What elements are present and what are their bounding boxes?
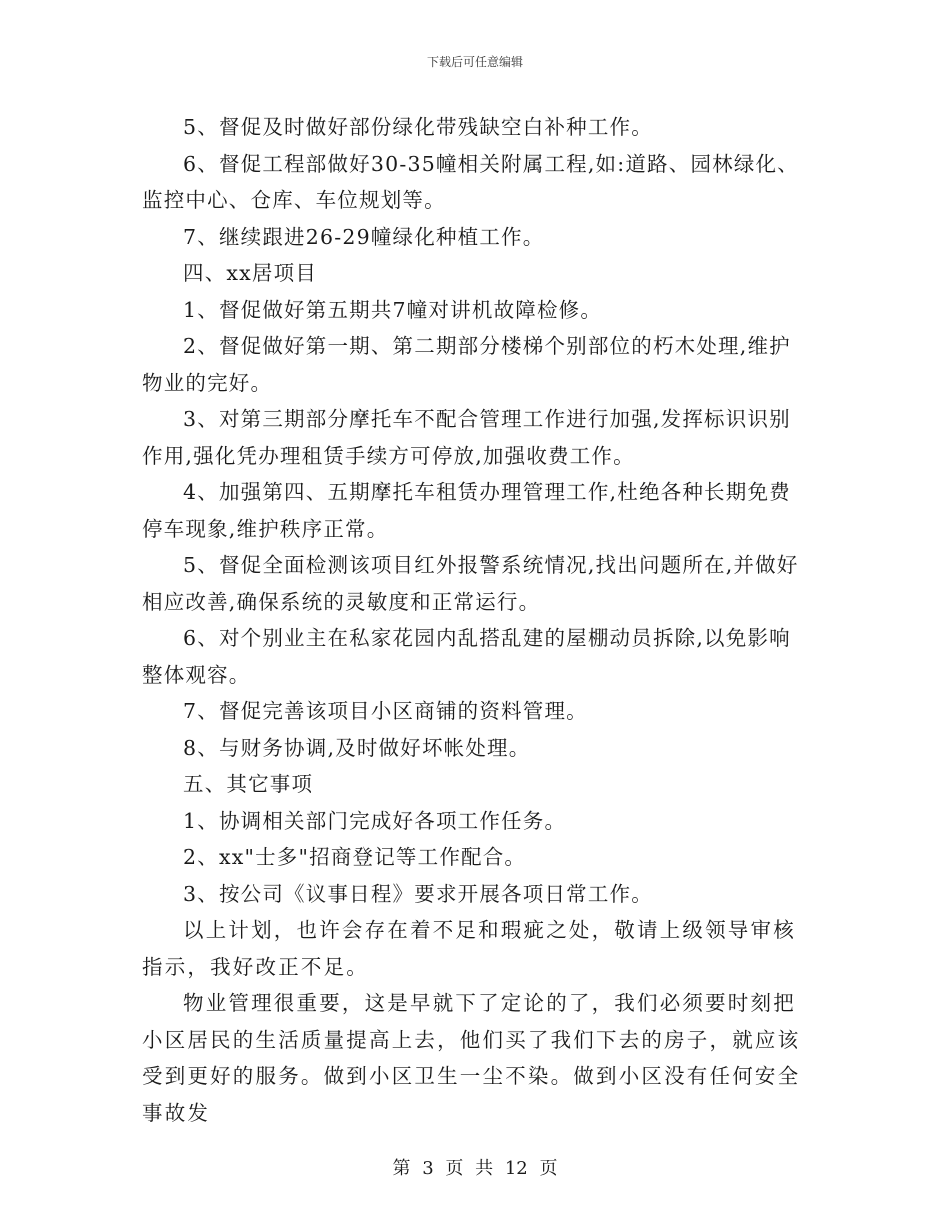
document-body <box>142 109 808 1131</box>
paragraph: 7、督促完善该项目小区商铺的资料管理。 <box>183 699 588 723</box>
paragraph: 6、对个别业主在私家花园内乱搭乱建的屋棚动员拆除,以免影响整体观容。 <box>142 626 791 687</box>
section-heading: 五、其它事项 <box>183 772 314 796</box>
paragraph: 4、加强第四、五期摩托车租赁办理管理工作,杜绝各种长期免费停车现象,维护秩序正常。 <box>142 480 791 541</box>
paragraph: 7、继续跟进26-29幢绿化种植工作。 <box>183 224 545 249</box>
paragraph: 1、督促做好第五期共7幢对讲机故障检修。 <box>183 297 603 322</box>
paragraph: 3、按公司《议事日程》要求开展各项日常工作。 <box>183 881 653 906</box>
page-header: 下载后可任意编辑 <box>426 55 523 69</box>
paragraph: 2、督促做好第一期、第二期部分楼梯个别部位的朽木处理,维护物业的完好。 <box>142 334 791 395</box>
page-footer: 第 3 页 共 12 页 <box>392 1158 558 1179</box>
paragraph: 物业管理很重要，这是早就下了定论的了，我们必须要时刻把小区居民的生活质量提高上去，他们买了我们下去的房子，就应该受到更好的服务。做到小区卫生一尘不染。做到小区没有任何安全事故发 <box>142 991 801 1125</box>
paragraph: 2、xx"士多"招商登记等工作配合。 <box>183 845 527 869</box>
section-heading: 四、xx居项目 <box>183 261 318 285</box>
paragraph: 5、督促及时做好部份绿化带残缺空白补种工作。 <box>183 115 653 139</box>
paragraph: 6、督促工程部做好30-35幢相关附属工程,如:道路、园林绿化、监控中心、仓库、车位规划等。 <box>142 151 799 212</box>
paragraph: 5、督促全面检测该项目红外报警系统情况,找出问题所在,并做好相应改善,确保系统的灵敏度和正常运行。 <box>142 553 799 614</box>
paragraph: 1、协调相关部门完成好各项工作任务。 <box>183 808 567 833</box>
paragraph: 3、对第三期部分摩托车不配合管理工作进行加强,发挥标识识别作用,强化凭办理租赁手续方可停放,加强收费工作。 <box>142 407 791 468</box>
paragraph: 8、与财务协调,及时做好坏帐处理。 <box>183 735 531 760</box>
paragraph: 以上计划，也许会存在着不足和瑕疵之处，敬请上级领导审核指示，我好改正不足。 <box>142 918 796 979</box>
